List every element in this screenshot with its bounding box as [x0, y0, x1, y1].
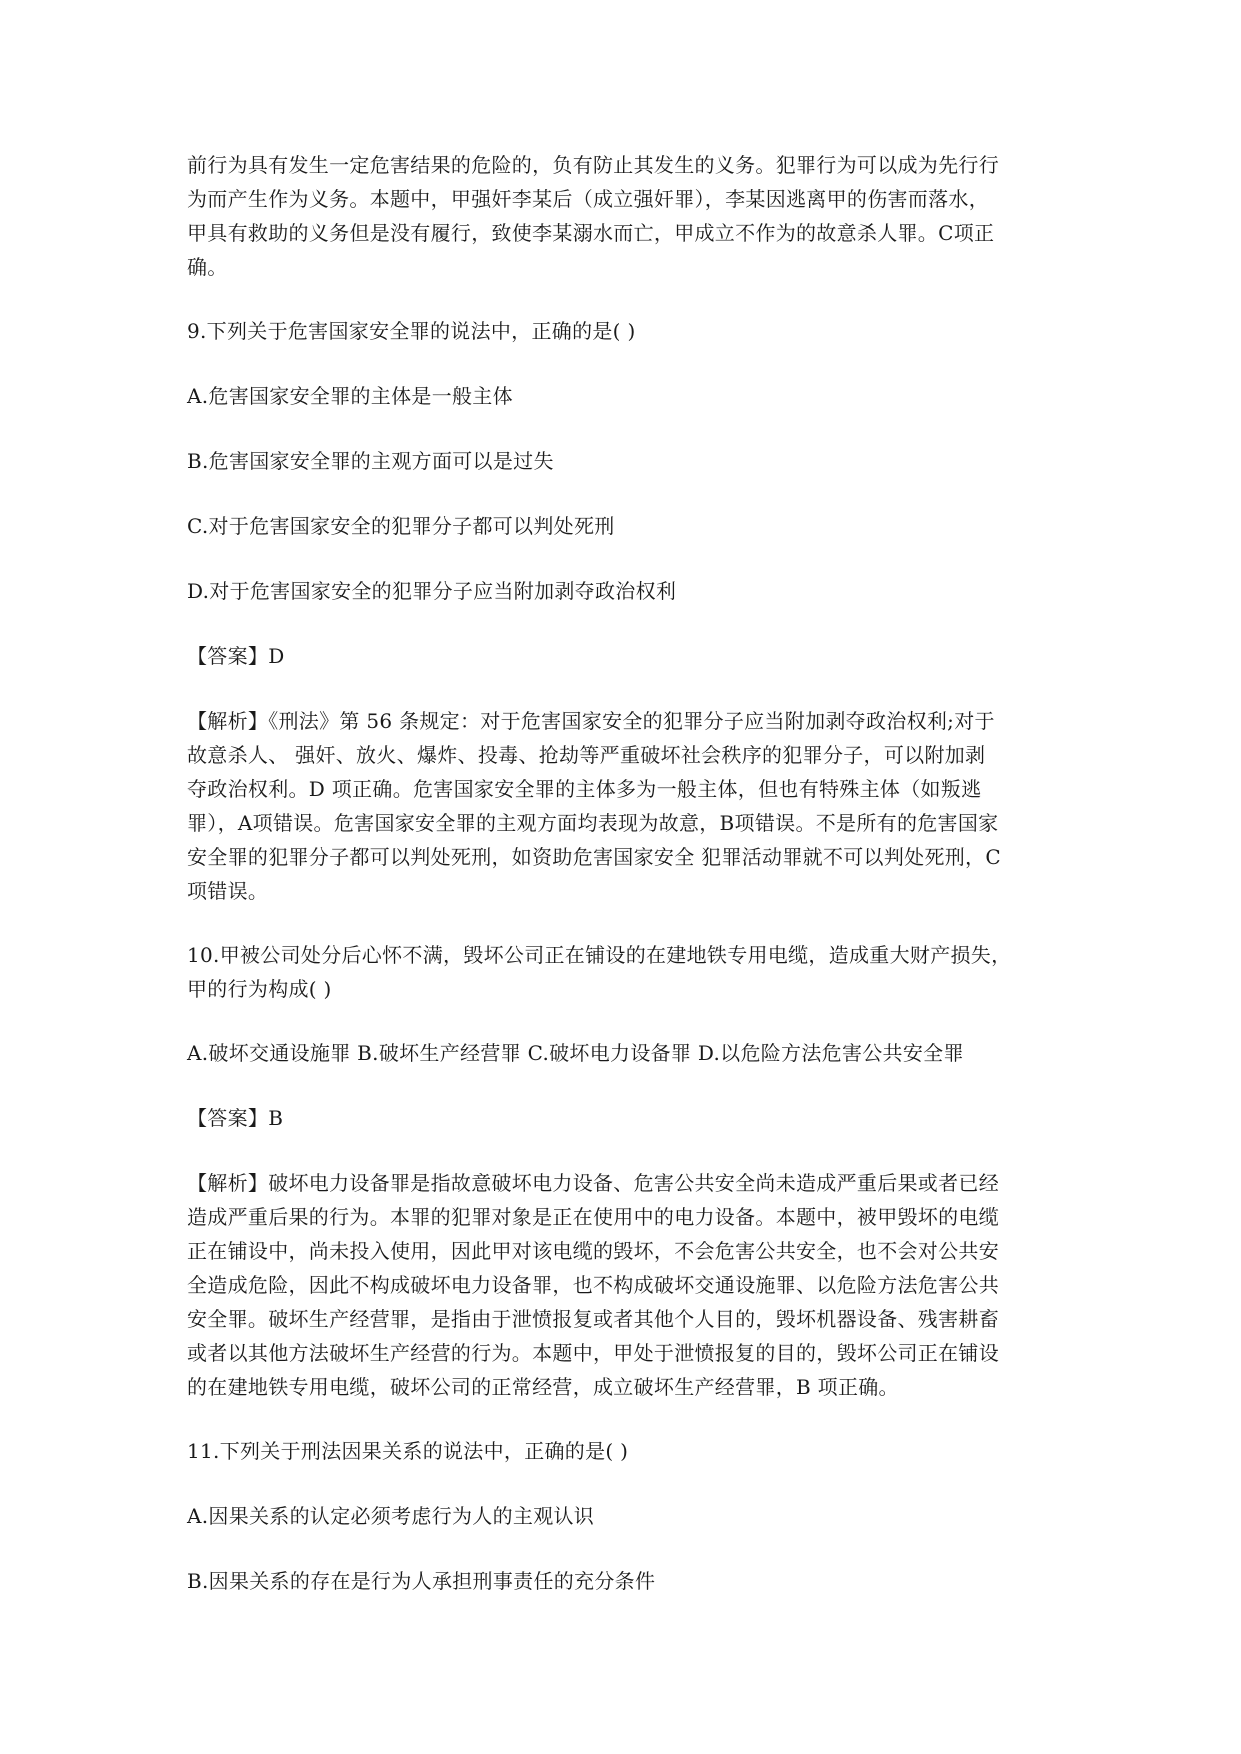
text-line: 项错误。 — [187, 879, 269, 903]
options-10 — [187, 1036, 1057, 1070]
question-stem: 10.甲被公司处分后心怀不满，毁坏公司正在铺设的在建地铁专用电缆，造成重大财产损失， — [187, 943, 1012, 967]
option-text: A.危害国家安全罪的主体是一般主体 — [187, 384, 513, 408]
option-a — [187, 1499, 1057, 1533]
answer-text: 【答案】D — [187, 644, 285, 668]
analysis-10 — [187, 1166, 1057, 1404]
text-line: 安全罪。破坏生产经营罪，是指由于泄愤报复或者其他个人目的，毁坏机器设备、残害耕畜 — [187, 1307, 999, 1331]
text-line: 造成严重后果的行为。本罪的犯罪对象是正在使用中的电力设备。本题中，被甲毁坏的电缆 — [187, 1205, 999, 1229]
question-stem: 9.下列关于危害国家安全罪的说法中，正确的是( ) — [187, 319, 636, 343]
option-text: B.因果关系的存在是行为人承担刑事责任的充分条件 — [187, 1569, 656, 1593]
option-text: A.破坏交通设施罪 B.破坏生产经营罪 C.破坏电力设备罪 D.以危险方法危害公共安全罪 — [187, 1041, 964, 1065]
answer-text: 【答案】B — [187, 1106, 284, 1130]
option-text: C.对于危害国家安全的犯罪分子都可以判处死刑 — [187, 514, 615, 538]
question-10 — [187, 938, 1057, 1006]
option-text: B.危害国家安全罪的主观方面可以是过失 — [187, 449, 554, 473]
text-line: 夺政治权利。D 项正确。危害国家安全罪的主体多为一般主体，但也有特殊主体（如叛逃 — [187, 777, 982, 801]
question-stem: 11.下列关于刑法因果关系的说法中，正确的是( ) — [187, 1439, 629, 1463]
option-text: A.因果关系的认定必须考虑行为人的主观认识 — [187, 1504, 595, 1528]
option-a — [187, 379, 1057, 413]
option-d — [187, 574, 1057, 608]
option-text: D.对于危害国家安全的犯罪分子应当附加剥夺政治权利 — [187, 579, 677, 603]
text-line: 故意杀人、 强奸、放火、爆炸、投毒、抢劫等严重破坏社会秩序的犯罪分子，可以附加剥 — [187, 743, 986, 767]
question-11 — [187, 1434, 1057, 1468]
question-9 — [187, 314, 1057, 348]
analysis-9 — [187, 704, 1057, 908]
text-line: 前行为具有发生一定危害结果的危险的，负有防止其发生的义务。犯罪行为可以成为先行行 — [187, 153, 999, 177]
text-line: 罪），A项错误。危害国家安全罪的主观方面均表现为故意，B项错误。不是所有的危害国家 — [187, 811, 999, 835]
answer-9 — [187, 639, 1057, 673]
question-stem: 甲的行为构成( ) — [187, 977, 332, 1001]
option-c — [187, 509, 1057, 543]
text-line: 【解析】破坏电力设备罪是指故意破坏电力设备、危害公共安全尚未造成严重后果或者已经 — [187, 1171, 999, 1195]
text-line: 或者以其他方法破坏生产经营的行为。本题中，甲处于泄愤报复的目的，毁坏公司正在铺设 — [187, 1341, 999, 1365]
option-b — [187, 1564, 1057, 1598]
paragraph-prev-analysis — [187, 148, 1057, 284]
option-b — [187, 444, 1057, 478]
text-line: 甲具有救助的义务但是没有履行，致使李某溺水而亡，甲成立不作为的故意杀人罪。C项正 — [187, 221, 995, 245]
answer-10 — [187, 1101, 1057, 1135]
text-line: 确。 — [187, 255, 228, 279]
text-line: 【解析】《刑法》第 56 条规定：对于危害国家安全的犯罪分子应当附加剥夺政治权利;对于 — [187, 709, 995, 733]
text-line: 为而产生作为义务。本题中，甲强奸李某后（成立强奸罪），李某因逃离甲的伤害而落水， — [187, 187, 989, 211]
document-page — [187, 148, 1057, 1629]
text-line: 正在铺设中，尚未投入使用，因此甲对该电缆的毁坏，不会危害公共安全，也不会对公共安 — [187, 1239, 999, 1263]
text-line: 的在建地铁专用电缆，破坏公司的正常经营，成立破坏生产经营罪，B 项正确。 — [187, 1375, 899, 1399]
text-line: 全造成危险，因此不构成破坏电力设备罪，也不构成破坏交通设施罪、以危险方法危害公共 — [187, 1273, 999, 1297]
text-line: 安全罪的犯罪分子都可以判处死刑，如资助危害国家安全 犯罪活动罪就不可以判处死刑，C — [187, 845, 1001, 869]
